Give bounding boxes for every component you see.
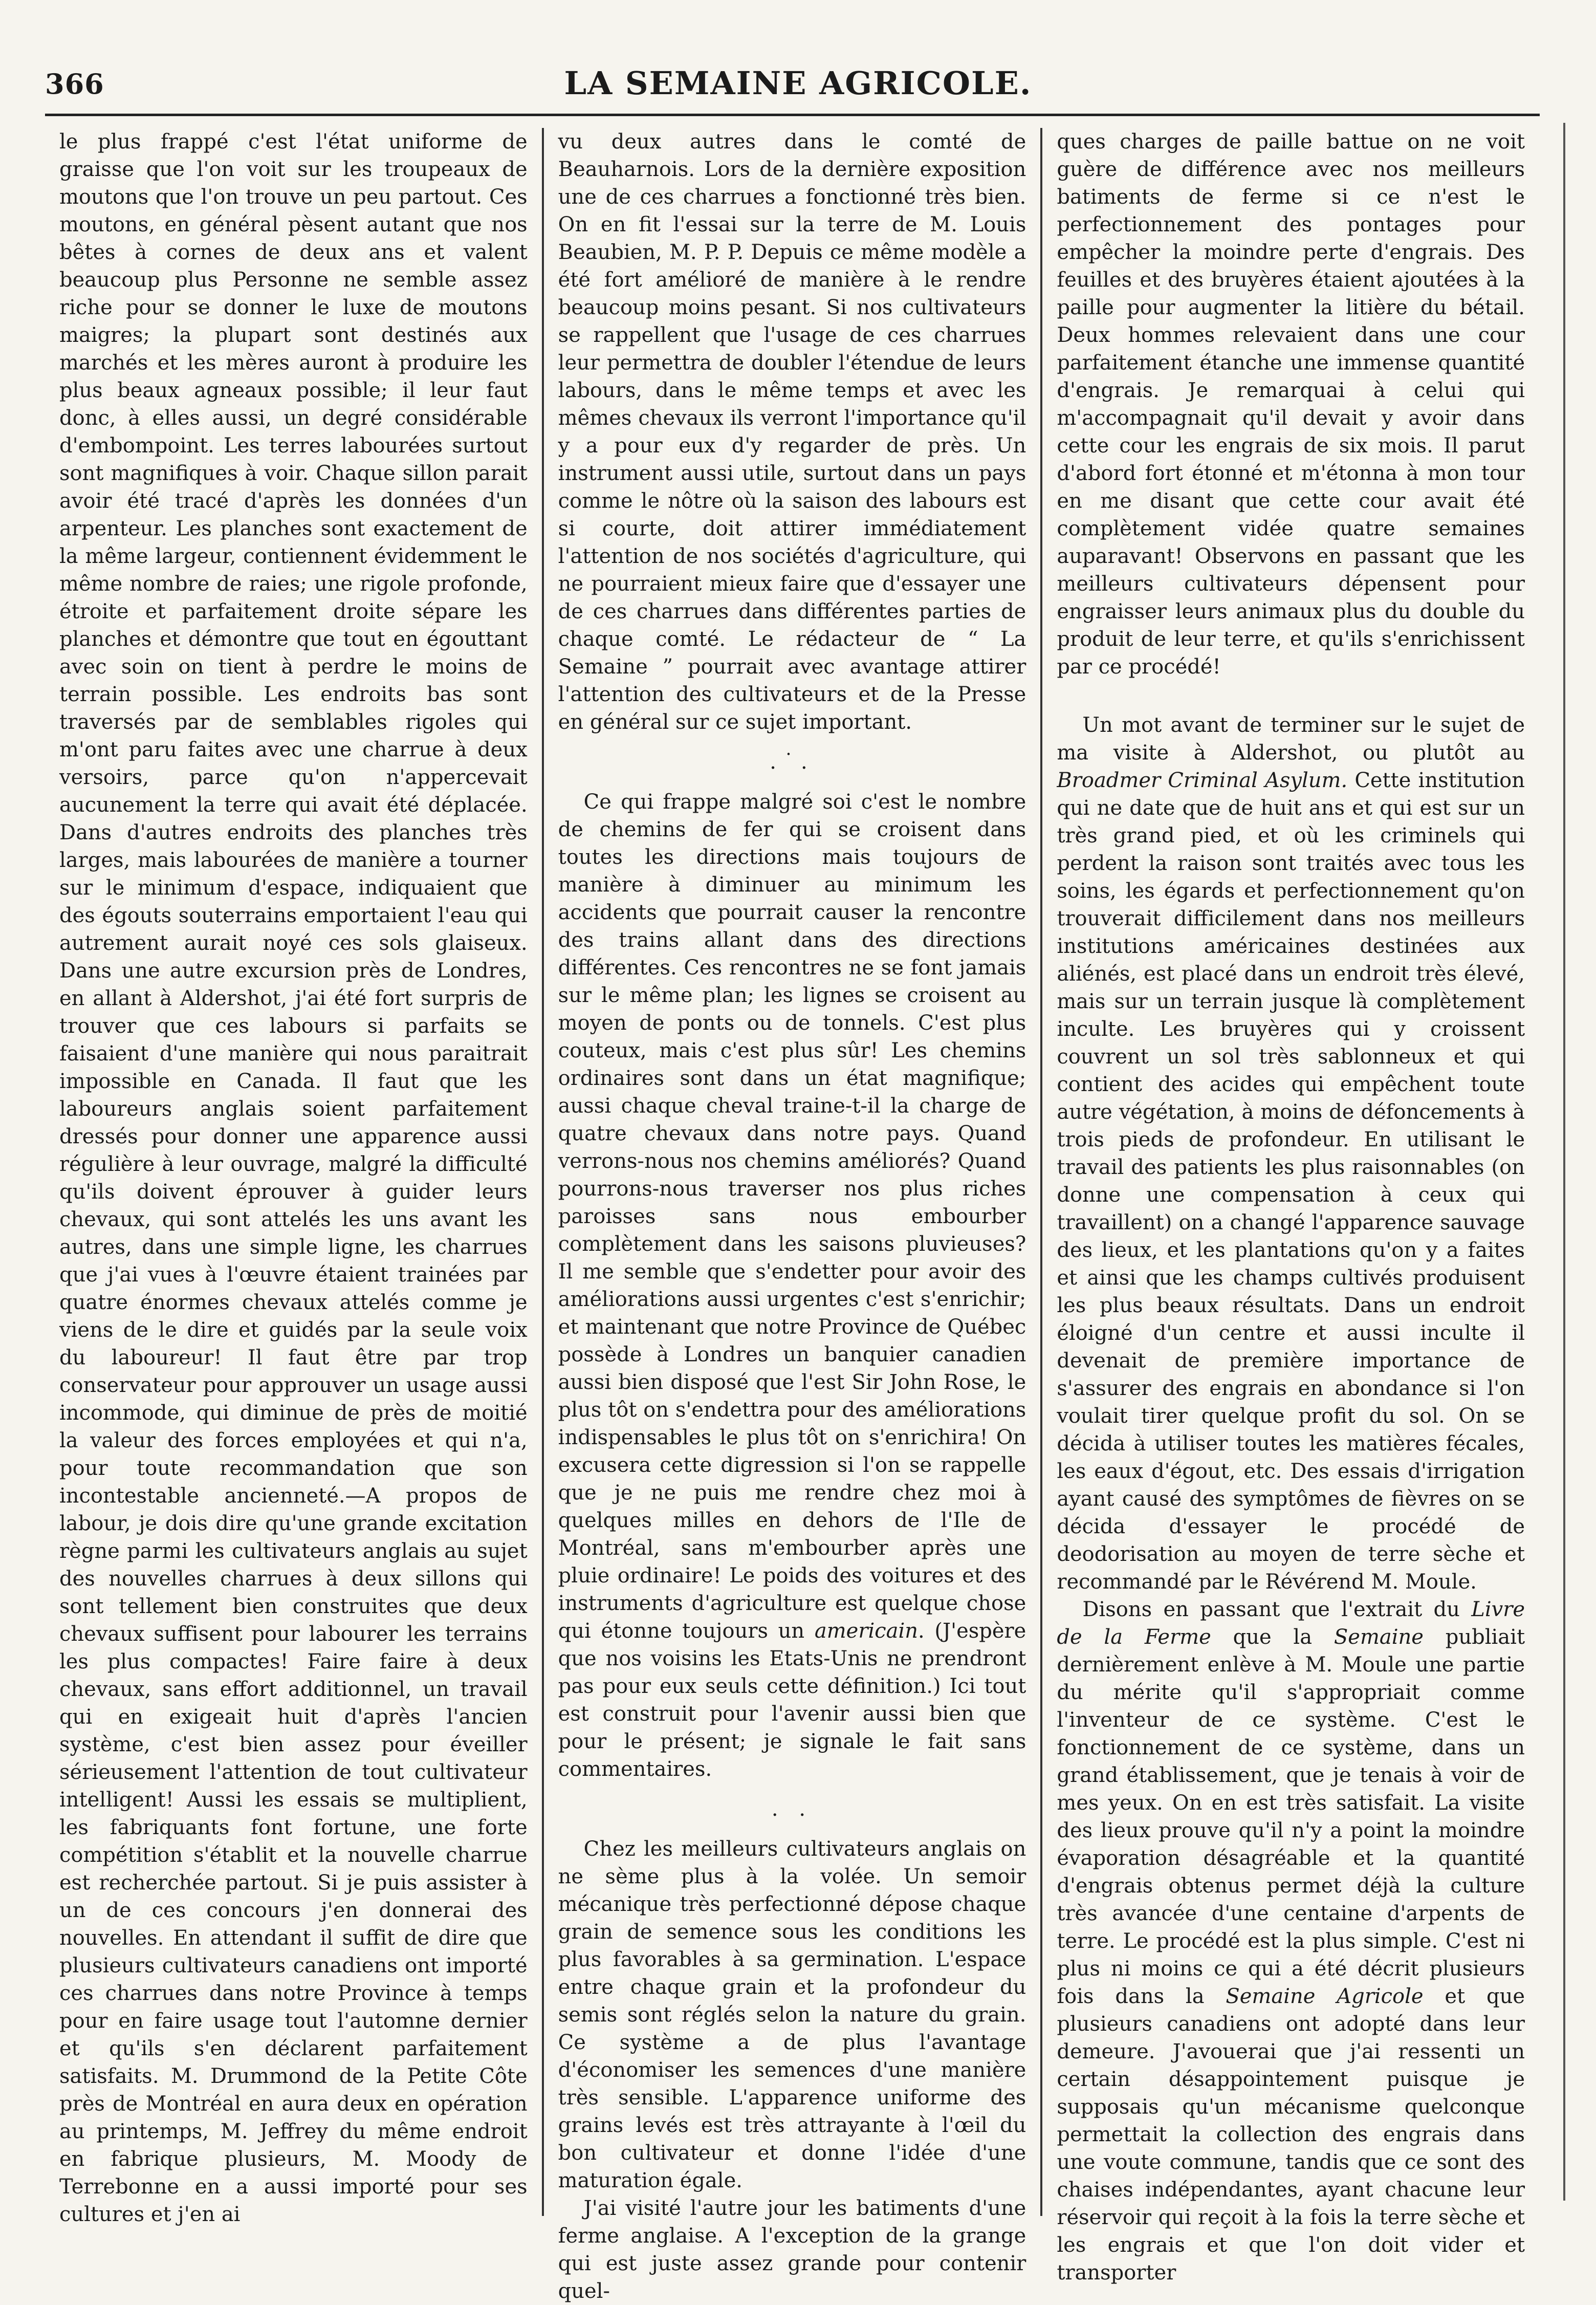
paragraph: J'ai visité l'autre jour les batiments d'une ferme anglaise. A l'exception de la grange qui est juste assez grande pour contenir quel- — [558, 2197, 1026, 2303]
text-run: publiait dernièrement enlève à M. Moule une partie du mérite qu'il s'appropriait comme l'inventeur de ce système. C'est le fonctionnement de ce système, dans un grand établissement, que je tenais à voir de mes yeux. On en est très satisfait. La visite des lieux prouve qu'il n'y a point la moindre évaporation désagréable et la quantité d'engrais obtenus permet déjà la culture très avancée d'une centaine d'arpents de terre. Le procédé est la plus simple. C'est ni plus ni moins ce qui a été décrit plusieurs fois dans la — [1057, 1625, 1525, 2008]
italic-text: Broadmer Criminal Asylum. — [1057, 769, 1348, 792]
paragraph: le plus frappé c'est l'état uniforme de graisse que l'on voit sur les troupeaux de moutons que l'on trouve un peu partout. Ces moutons, en général pèsent autant que nos bêtes à cornes de deux ans et valent beaucoup plus Personne ne semble assez riche pour se donner le luxe de moutons maigres; la plupart sont destinés aux marchés et les mères auront à produire les plus beaux agneaux possible; il leur faut donc, à elles aussi, un degré considérable d'embompoint. Les terres labourées surtout sont magnifiques à voir. Chaque sillon parait avoir été tracé d'après les données d'un arpenteur. Les planches sont exactement de la même largeur, contiennent évidemment le même nombre de raies; une rigole profonde, étroite et parfaitement droite sépare les planches et démontre que tout en égouttant avec soin on tient à perdre le moins de terrain possible. Les endroits bas sont traversés par de semblables rigoles qui m'ont paru faites avec une charrue à deux versoirs, parce qu'on n'appercevait aucunement la terre qui avait été déplacée. Dans d'autres endroits des planches très larges, mais labourées de manière a tourner sur le minimum d'espace, indiquaient que des égouts souterrains emportaient l'eau qui autrement aurait noyé ces sols glaiseux. Dans une autre excursion près de Londres, en allant à Aldershot, j'ai été fort surpris de trouver que ces labours si parfaits se faisaient d'une manière qui nous paraitrait impossible en Canada. Il faut que les laboureurs anglais soient parfaitement dressés pour donner une apparence aussi régulière à leur ouvrage, malgré la difficulté qu'ils doivent éprouver à guider leurs chevaux, qui sont attelés les uns avant les autres, dans une simple ligne, les charrues que j'ai vues à l'œuvre étaient trainées par quatre énormes chevaux attelés comme je viens de le dire et guidés par la seule voix du laboureur! Il faut être par trop conservateur pour approuver un usage aussi incommode, qui diminue de près de moitié la valeur des forces employées et qui n'a, pour toute recommandation que son incontestable ancienneté.—A propos de labour, je dois dire qu'une grande excitation règne parmi les cultivateurs anglais au sujet des nouvelles charrues à deux sillons qui sont tellement bien construites que deux chevaux suffisent pour labourer les terrains les plus compactes! Faire faire à deux chevaux, sans effort additionnel, un travail qui en exigeait huit d'après l'ancien système, c'est bien assez pour éveiller sérieusement l'attention de tout cultivateur intelligent! Aussi les essais se multiplient, les fabriquants font fortune, une forte compétition s'établit et la nouvelle charrue est recherchée partout. Si je puis assister à un de ces concours j'en donnerai des nouvelles. En attendant il suffit de dire que plusieurs cultivateurs canadiens ont importé ces charrues dans notre Province à temps pour en faire usage tout l'automne dernier et qu'ils s'en déclarent parfaitement satisfaits. M. Drummond de la Petite Côte près de Montréal en aura deux en opération au printemps, M. Jeffrey du même endroit en fabrique plusieurs, M. Moody de Terrebonne en a aussi importé pour ses cultures et j'en ai — [59, 130, 528, 2226]
paragraph: ques charges de paille battue on ne voit guère de différence avec nos meilleurs batiments de ferme si ce n'est le perfectionnement des pontages pour empêcher la moindre perte d'engrais. Des feuilles et des bruyères étaient ajoutées à la paille pour augmenter la litière du bétail. Deux hommes relevaient dans une cour parfaitement étanche une immense quantité d'engrais. Je remarquai à celui qui m'accompagnait qu'il devait y avoir dans cette cour les engrais de six mois. Il parut d'abord fort étonné et m'étonna à mon tour en me disant que cette cour avait été complètement vidée quatre semaines auparavant! Observons en passant que les meilleurs cultivateurs dépensent pour engraisser leurs animaux plus du double du produit de leur terre, et qu'ils s'enrichissent par ce procédé! — [1057, 130, 1525, 679]
paragraph: Chez les meilleurs cultivateurs anglais on ne sème plus à la volée. Un semoir mécanique très perfectionné dépose chaque grain de semence sous les conditions les plus favorables à sa germination. L'espace entre chaque grain et la profondeur du semis sont réglés selon la nature du grain. Ce système a de plus l'avantage d'économiser les semences d'une manière très sensible. L'apparence uniforme des grains levés est très attrayante à l'œil du bon cultivateur et donne l'idée d'une maturation égale. — [558, 1837, 1026, 2192]
italic-text: Semaine Agricole — [1226, 1985, 1424, 2008]
text-columns — [45, 128, 1539, 2303]
section-separator: . . — [771, 1797, 813, 1821]
italic-text: americain — [814, 1619, 919, 1643]
text-run: Disons en passant que l'extrait du — [1082, 1598, 1472, 1621]
page-number: 366 — [45, 68, 104, 100]
italic-text: Semaine — [1333, 1625, 1424, 1649]
running-head: LA SEMAINE AGRICOLE. — [564, 64, 1032, 102]
header-rule — [45, 114, 1540, 116]
paragraph: vu deux autres dans le comté de Beauharnois. Lors de la dernière exposition une de ces charrues a fonctionné très bien. On en fit l'essai sur la terre de M. Louis Beaubien, M. P. P. Depuis ce même modèle a été fort amélioré de manière à le rendre beaucoup moins pesant. Si nos cultivateurs se rappellent que l'usage de ces charrues leur permettra de doubler l'étendue de leurs labours, dans le même temps et avec les mêmes chevaux ils verront l'importance qu'il y a pour eux d'y regarder de près. Un instrument aussi utile, surtout dans un pays comme le nôtre où la saison des labours est si courte, doit attirer immédiatement l'attention de nos sociétés d'agriculture, qui ne pourraient mieux faire que d'essayer une de ces charrues dans différentes parties de chaque comté. Le rédacteur de “ La Semaine ” pourrait avec avantage attirer l'attention des cultivateurs et de la Presse en général sur ce sujet important. — [558, 130, 1026, 734]
text-run: . (J'espère que nos voisins les Etats-Unis ne prendront pas pour eux seuls cette définition.) Ici tout est construit pour l'avenir aussi bien que pour le présent; je signale le fait sans commentaires. — [558, 1619, 1026, 1781]
text-run: et que plusieurs canadiens ont adopté dans leur demeure. J'avouerai que j'ai ressenti un certain désappointement puisque je supposais qu'un mécanisme quelconque permettait la collection des engrais dans une voute commune, tandis que ce sont des chaises indépendantes, ayant chacune leur réservoir qui reçoit à la fois la terre sèche et les engrais et que l'on doit vider et transporter — [1057, 1985, 1525, 2285]
paragraph — [558, 788, 1026, 1783]
column-right — [1042, 128, 1539, 2285]
column-middle — [542, 128, 1043, 2303]
paragraph — [1057, 711, 1525, 1596]
text-run: Cette institution qui ne date que de huit ans et qui est sur un très grand pied, et où les criminels qui perdent la raison sont traités avec tous les soins, les égards et perfectionnement qu'on trouverait difficilement dans nos meilleurs institutions américaines destinées aux aliénés, est placé dans un endroit très élevé, mais sur un terrain jusque là complètement inculte. Les bruyères qui y croissent couvrent un sol très sablonneux et qui contient des acides qui empêchent toute autre végétation, à moins de défoncements à trois pieds de profondeur. En utilisant le travail des patients les plus raisonnables (on donne une compensation à ceux qui travaillent) on a changé l'apparence sauvage des lieux, et les plantations qu'on y a faites et ainsi que les champs cultivés produisent les plus beaux résultats. Dans un endroit éloigné d'un centre et aussi inculte il devenait de première importance de s'assurer des engrais en abondance si l'on voulait tirer quelque profit du sol. On se décida à utiliser toutes les matières fécales, les eaux d'égout, etc. Des essais d'irrigation ayant causé des symptômes de fièvres on se décida d'essayer le procédé de deodorisation au moyen de terre sèche et recommandé par le Révérend M. Moule. — [1057, 769, 1525, 1594]
text-run: que la — [1211, 1625, 1334, 1649]
column-left — [45, 128, 542, 2226]
italic-text: Livre de la Ferme — [1057, 1598, 1525, 1649]
text-run: Ce qui frappe malgré soi c'est le nombre de chemins de fer qui se croisent dans toutes les directions mais toujours de manière à diminuer au minimum les accidents que pourrait causer la rencontre des trains allant dans des directions différentes. Ces rencontres ne se font jamais sur le même plan; les lignes se croisent au moyen de ponts ou de tonnels. C'est plus couteux, mais c'est plus sûr! Les chemins ordinaires sont dans un état magnifique; aussi chaque cheval traine-t-il la charge de quatre chevaux dans notre pays. Quand verrons-nous nos chemins améliorés? Quand pourrons-nous traverser nos plus riches paroisses sans nous embourber complètement dans les saisons pluvieuses? Il me semble que s'endetter pour avoir des améliorations aussi urgentes c'est s'enrichir; et maintenant que notre Province de Québec possède à Londres un banquier canadien aussi bien disposé que l'est Sir John Rose, le plus tôt on s'endettra pour des améliorations indispensables le plus tôt on s'enrichira! On excusera cette digression si l'on se rappelle que je ne puis me rendre chez moi à quelques milles en dehors de l'Ile de Montréal, sans m'embourber après une pluie ordinaire! Le poids des voitures et des instruments d'agriculture est quelque chose qui étonne toujours un — [558, 790, 1026, 1643]
paragraph — [1057, 1596, 1525, 2287]
text-run: Un mot avant de terminer sur le sujet de ma visite à Aldershot, ou plutôt au — [1057, 713, 1525, 765]
page-edge-rule — [1563, 123, 1565, 2201]
section-separator: .˙. — [770, 750, 815, 774]
